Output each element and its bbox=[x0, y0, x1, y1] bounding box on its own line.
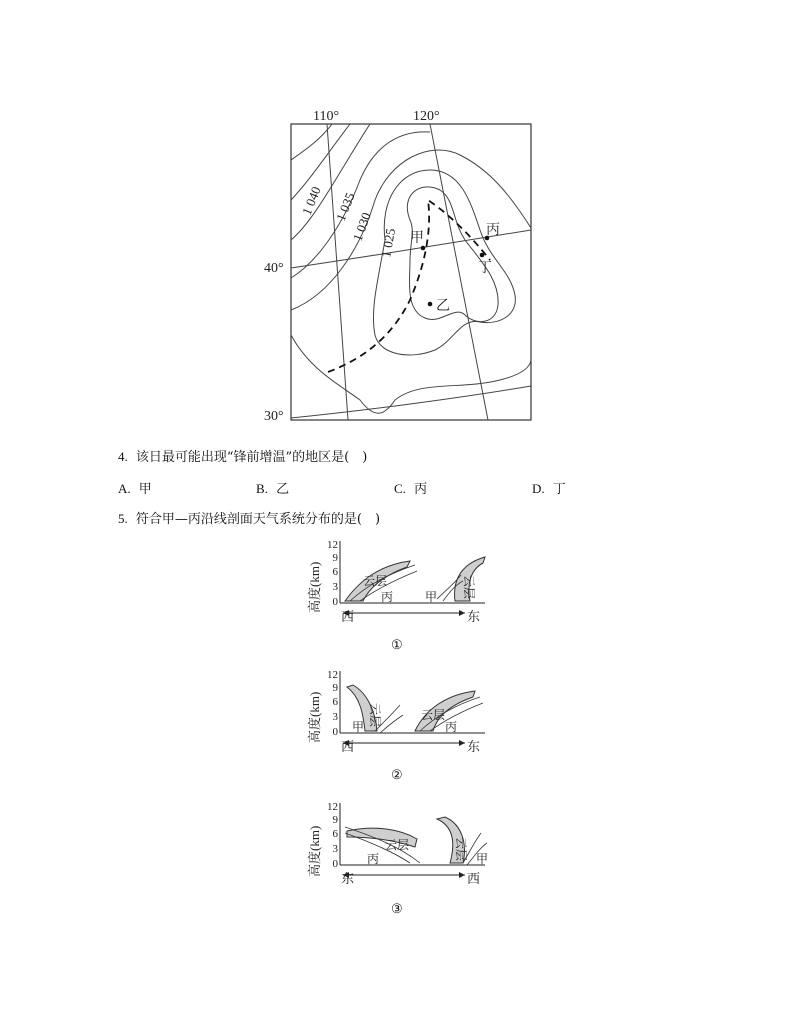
diagram-3-tick: 0 bbox=[332, 858, 338, 870]
diagram-1-left-dir: 西 bbox=[341, 609, 355, 624]
front-diagram-2 bbox=[305, 665, 500, 755]
diagram-3-tick: 3 bbox=[332, 843, 338, 855]
point-label-ding: 丁 bbox=[478, 261, 492, 276]
question-4 bbox=[118, 446, 367, 465]
point-jia bbox=[421, 246, 426, 251]
option-b[interactable] bbox=[256, 478, 289, 497]
front-diagram-1 bbox=[305, 535, 500, 625]
isobar-1040b bbox=[291, 124, 350, 200]
diagram-1-cloud-label-2: 云层 bbox=[462, 575, 476, 600]
diagram-3-point-b: 甲 bbox=[476, 852, 489, 866]
diagram-3-caption: ③ bbox=[391, 902, 403, 917]
diagram-1-caption: ① bbox=[391, 638, 403, 653]
lat-label-40: 40° bbox=[264, 261, 284, 276]
diagram-2-point-b: 丙 bbox=[445, 720, 458, 734]
isobar-map bbox=[260, 100, 550, 430]
map-frame bbox=[291, 124, 531, 420]
question-4-number: 4. bbox=[118, 449, 128, 464]
isobar-1040a bbox=[291, 124, 332, 160]
option-d[interactable] bbox=[532, 478, 566, 497]
lon-label-120: 120° bbox=[413, 109, 440, 124]
option-d-letter: D. bbox=[532, 481, 545, 496]
diagram-1-tick: 3 bbox=[332, 581, 338, 593]
diagram-1-tick: 9 bbox=[332, 552, 338, 564]
diagram-3-tick: 6 bbox=[332, 828, 338, 840]
diagram-3-ylabel: 高度(km) bbox=[307, 825, 322, 877]
option-b-text: 乙 bbox=[276, 482, 290, 497]
lat-label-30: 30° bbox=[264, 409, 284, 424]
diagram-2-cloud-label-2: 云层 bbox=[421, 708, 446, 722]
parallel-30 bbox=[291, 386, 531, 418]
isobar-label-1040: 1 040 bbox=[298, 184, 324, 218]
diagram-3-cloud-label: 云层 bbox=[385, 838, 410, 852]
option-b-letter: B. bbox=[256, 481, 268, 496]
point-ding bbox=[480, 253, 485, 258]
lon-label-110: 110° bbox=[313, 109, 340, 124]
option-a-text: 甲 bbox=[138, 482, 152, 497]
front-diagram-3 bbox=[305, 797, 500, 887]
question-4-text: 该日最可能出现“锋前增温”的地区是( ) bbox=[135, 450, 368, 465]
diagram-2-tick: 0 bbox=[332, 726, 338, 738]
diagram-2-caption: ② bbox=[391, 768, 403, 783]
diagram-1-point-a: 丙 bbox=[381, 590, 394, 604]
diagram-1-point-b: 甲 bbox=[425, 590, 438, 604]
option-d-text: 丁 bbox=[552, 482, 566, 497]
diagram-1-ylabel: 高度(km) bbox=[307, 561, 322, 613]
diagram-2-tick: 6 bbox=[332, 696, 338, 708]
diagram-2-point-a: 甲 bbox=[352, 720, 365, 734]
diagram-3-right-dir: 西 bbox=[467, 871, 481, 886]
point-label-jia: 甲 bbox=[410, 231, 424, 246]
diagram-2-ylabel: 高度(km) bbox=[307, 691, 322, 743]
option-c[interactable] bbox=[394, 478, 427, 497]
isobar-label-1035: 1 035 bbox=[332, 190, 358, 224]
question-5 bbox=[118, 508, 380, 527]
diagram-3-tick: 9 bbox=[332, 814, 338, 826]
point-yi bbox=[428, 302, 433, 307]
diagram-2-tick: 9 bbox=[332, 682, 338, 694]
diagram-1-tick: 0 bbox=[332, 596, 338, 608]
option-c-text: 丙 bbox=[414, 482, 428, 497]
diagram-3-cloud-label-2: 云层 bbox=[454, 837, 468, 862]
diagram-2-cloud-label: 云层 bbox=[368, 703, 382, 728]
point-label-yi: 乙 bbox=[436, 299, 450, 314]
diagram-3-tick: 12 bbox=[327, 801, 338, 813]
isobar-1025 bbox=[291, 335, 531, 413]
diagram-2-tick: 12 bbox=[327, 669, 338, 681]
diagram-1-tick: 12 bbox=[327, 539, 338, 551]
option-a[interactable] bbox=[118, 478, 152, 497]
cold-front-line bbox=[328, 200, 490, 372]
diagram-3-left-dir: 东 bbox=[341, 871, 355, 886]
question-5-number: 5. bbox=[118, 511, 128, 526]
diagram-1-tick: 6 bbox=[332, 566, 338, 578]
point-label-bing: 丙 bbox=[486, 223, 500, 238]
meridian-110 bbox=[327, 124, 348, 420]
option-c-letter: C. bbox=[394, 481, 406, 496]
diagram-2-right-dir: 东 bbox=[467, 739, 481, 754]
diagram-1-cloud-label: 云层 bbox=[363, 574, 388, 588]
diagram-2-left-dir: 西 bbox=[341, 739, 355, 754]
diagram-3-point-a: 丙 bbox=[367, 852, 380, 866]
isobar-label-1025: 1 025 bbox=[378, 227, 399, 259]
option-a-letter: A. bbox=[118, 481, 131, 496]
diagram-2-tick: 3 bbox=[332, 711, 338, 723]
question-5-text: 符合甲—丙沿线剖面天气系统分布的是( ) bbox=[135, 512, 381, 527]
diagram-1-right-dir: 东 bbox=[467, 609, 481, 624]
isobar-label-1030: 1 030 bbox=[349, 210, 374, 244]
